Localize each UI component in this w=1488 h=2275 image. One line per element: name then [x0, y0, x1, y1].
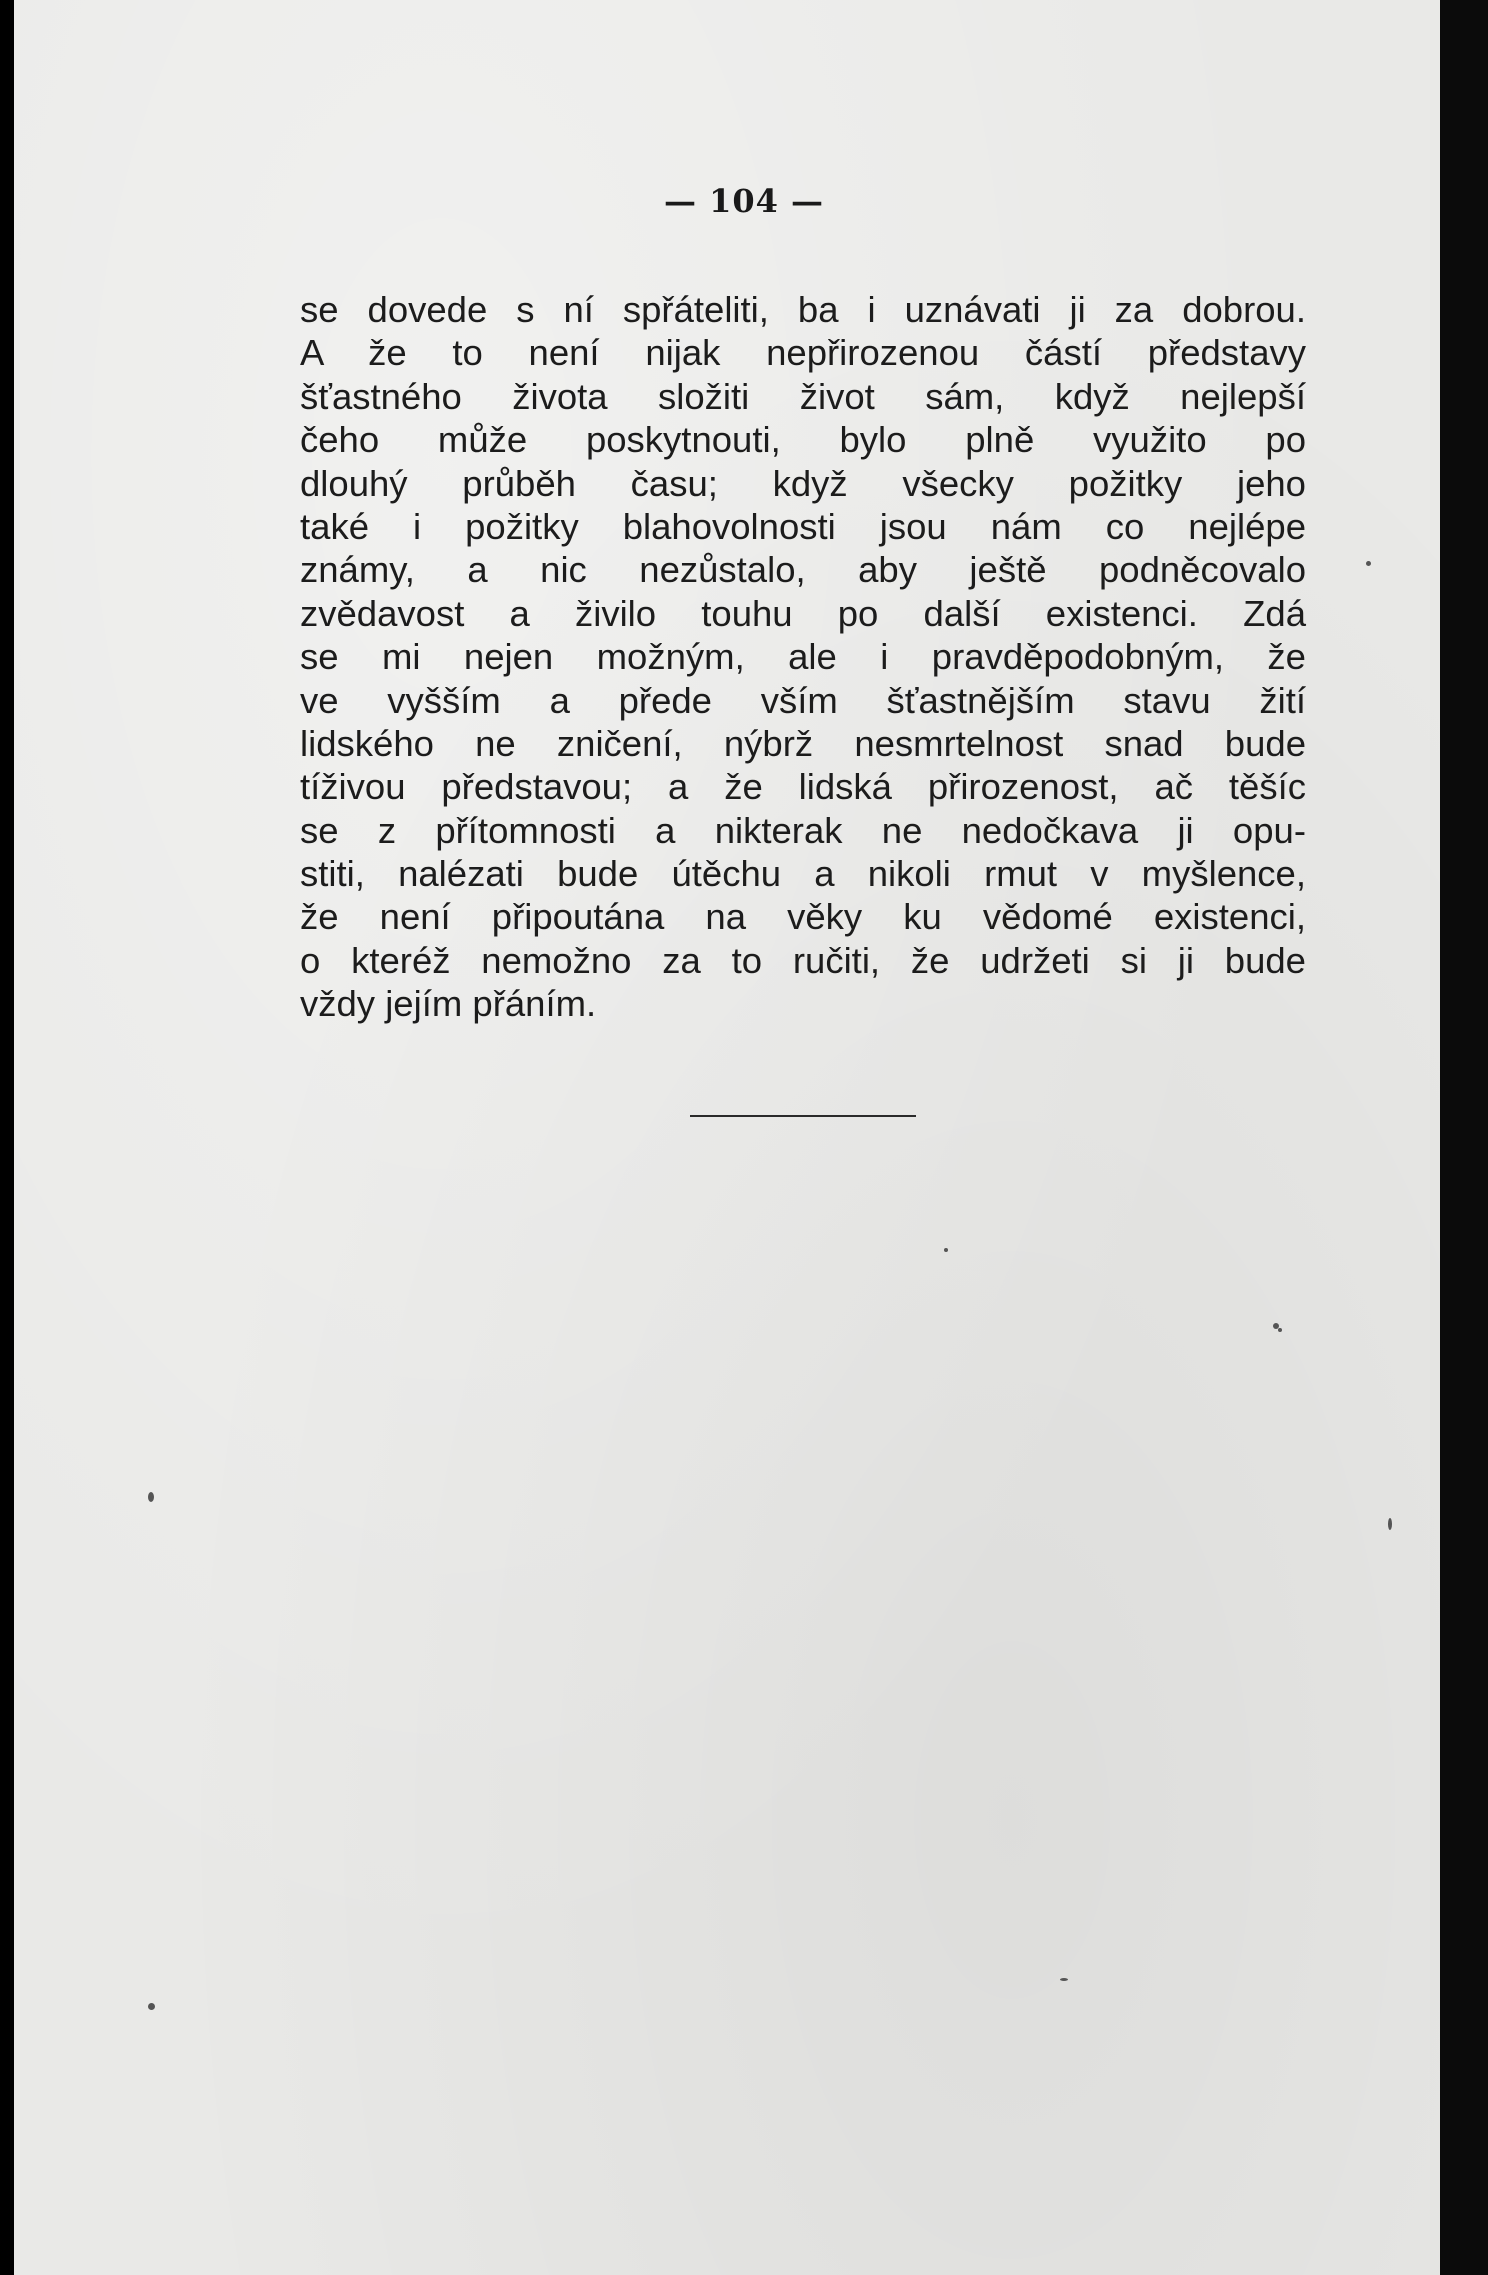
text-line: stiti, nalézati bude útěchu a nikoli rmut v myšlence, [300, 853, 1306, 895]
paper-speck [1366, 561, 1371, 566]
text-line: se z přítomnosti a nikterak ne nedočkava ji opu- [300, 809, 1306, 851]
text-line: A že to není nijak nepřirozenou částí představy [300, 332, 1306, 374]
text-line: lidského ne zničení, nýbrž nesmrtelnost snad bude [300, 722, 1306, 764]
end-rule [690, 1115, 916, 1117]
paper-speck [1388, 1518, 1392, 1530]
text-line: se dovede s ní spřáteliti, ba i uznávati ji za dobrou. [300, 289, 1306, 330]
paper-speck [148, 2003, 155, 2010]
text-line: dlouhý průběh času; když všecky požitky jeho [300, 462, 1306, 504]
text-line: šťastného života složiti život sám, když nejlepší [300, 375, 1306, 417]
text-line: také i požitky blahovolnosti jsou nám co nejlépe [300, 505, 1306, 547]
text-line: o kteréž nemožno za to ručiti, že udržeti si ji bude [300, 939, 1306, 981]
text-line: čeho může poskytnouti, bylo plně využito po [300, 419, 1306, 461]
text-line: tíživou představou; a že lidská přirozenost, ač těšíc [300, 766, 1306, 808]
body-text [300, 288, 1306, 1026]
page-number: — 104 — [663, 182, 825, 220]
paper-speck [148, 1492, 154, 1502]
page-edge [1440, 0, 1488, 2275]
text-line: se mi nejen možným, ale i pravděpodobným, že [300, 636, 1306, 678]
text-line: vždy jejím přáním. [300, 983, 597, 1025]
paper-speck [1060, 1978, 1068, 1981]
text-line: ve vyšším a přede vším šťastnějším stavu žití [300, 679, 1306, 721]
text-line: zvědavost a živilo touhu po další existenci. Zdá [300, 592, 1306, 634]
text-line: že není připoutána na věky ku vědomé existenci, [300, 896, 1306, 938]
text-line: známy, a nic nezůstalo, aby ještě podněcovalo [300, 549, 1306, 591]
paper-speck [1278, 1328, 1282, 1332]
paper-speck [944, 1248, 948, 1252]
